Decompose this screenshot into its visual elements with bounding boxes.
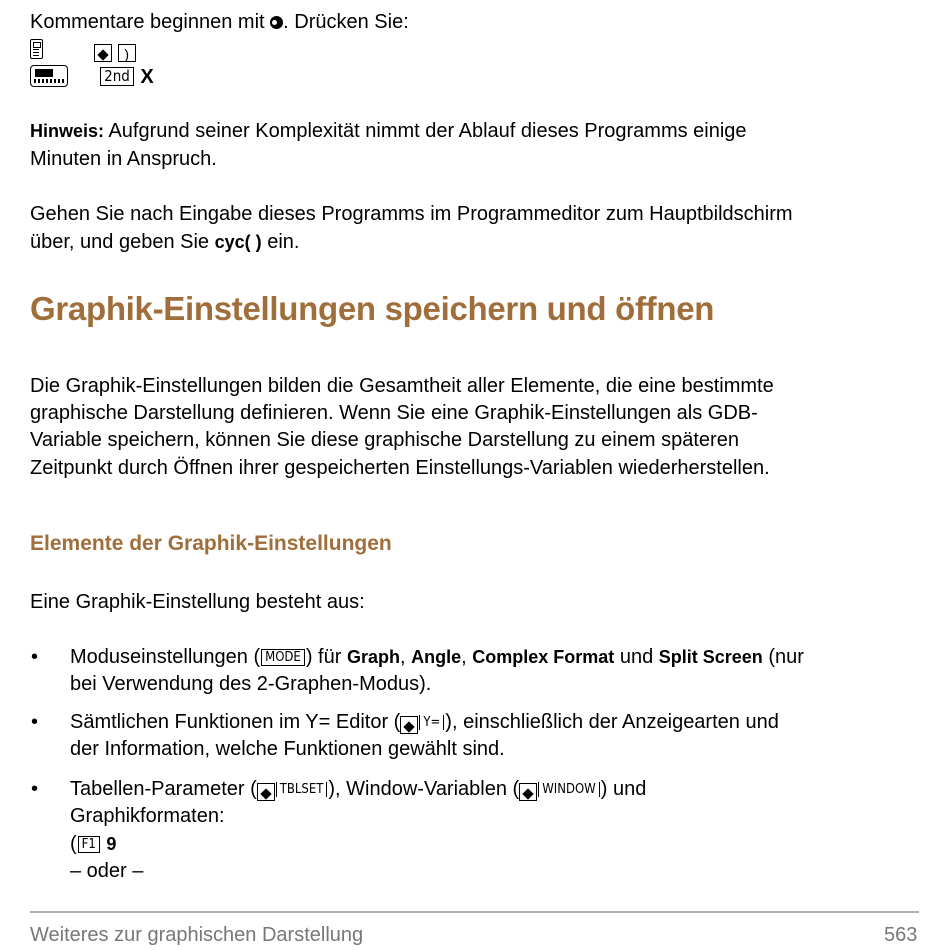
mode-key: MODE bbox=[261, 649, 305, 666]
bullet-1-marker: • bbox=[31, 646, 39, 668]
hinweis-line2: Minuten in Anspruch. bbox=[30, 148, 217, 170]
ti89-calculator-icon bbox=[30, 39, 43, 59]
keystroke-row-voyage bbox=[30, 64, 154, 91]
hinweis-line1: Hinweis: Aufgrund seiner Komplexität nimmt der Ablauf dieses Programms einige bbox=[30, 120, 747, 142]
diamond-key-icon bbox=[257, 783, 275, 801]
footer-title: Weiteres zur graphischen Darstellung bbox=[30, 924, 364, 946]
x-key-label: X bbox=[140, 66, 154, 88]
bullet-3-line1: Tabellen-Parameter ( TBLSET ), Window-Variablen ( WINDOW ) und bbox=[70, 778, 647, 800]
bullet-1-line2: bei Verwendung des 2-Graphen-Modus). bbox=[70, 673, 432, 695]
footer-rule bbox=[30, 911, 919, 913]
bullet-2-marker: • bbox=[31, 711, 39, 733]
diamond-key-icon bbox=[519, 783, 537, 801]
y-equals-key: Y= bbox=[419, 715, 444, 730]
intro-line-4: Zeitpunkt durch Öffnen ihrer gespeicherten Einstellungs-Variablen wiederherstellen. bbox=[30, 457, 770, 479]
comment-line: Kommentare beginnen mit . Drücken Sie: bbox=[30, 11, 409, 33]
section-title: Graphik-Einstellungen speichern und öffnen bbox=[30, 290, 715, 327]
diamond-key-icon bbox=[94, 44, 112, 62]
gehen-line2: über, und geben Sie cyc( ) ein. bbox=[30, 231, 300, 253]
paren-key: ) bbox=[118, 44, 136, 62]
diamond-key-icon bbox=[400, 716, 418, 734]
tblset-key: TBLSET bbox=[276, 782, 328, 797]
intro-line-2: graphische Darstellung definieren. Wenn Sie eine Graphik-Einstellungen als GDB- bbox=[30, 402, 758, 424]
bullet-3-line2: Graphikformaten: bbox=[70, 805, 225, 827]
subsection-title: Elemente der Graphik-Einstellungen bbox=[30, 532, 392, 555]
f1-key: F1 bbox=[78, 836, 100, 853]
comment-symbol-icon bbox=[270, 16, 283, 29]
window-key: WINDOW bbox=[538, 782, 600, 797]
bullet-2-line1: Sämtlichen Funktionen im Y= Editor ( Y= ), einschließlich der Anzeigearten und bbox=[70, 711, 779, 733]
second-key: 2nd bbox=[100, 67, 134, 86]
keystroke-row-ti89 bbox=[30, 37, 136, 64]
gehen-line1: Gehen Sie nach Eingabe dieses Programms im Programmeditor zum Hauptbildschirm bbox=[30, 203, 793, 225]
consists-line: Eine Graphik-Einstellung besteht aus: bbox=[30, 591, 365, 613]
intro-line-1: Die Graphik-Einstellungen bilden die Gesamtheit aller Elemente, die eine bestimmte bbox=[30, 375, 774, 397]
cyc-command: cyc( ) bbox=[214, 232, 262, 252]
bullet-3-line3: ( F1 9 bbox=[70, 833, 117, 855]
voyage-keyboard-icon bbox=[30, 65, 68, 87]
bullet-3-line4: – oder – bbox=[70, 860, 144, 882]
bullet-1-line1: Moduseinstellungen ( MODE ) für Graph, Angle, Complex Format und Split Screen (nur bbox=[70, 646, 804, 668]
bullet-3-marker: • bbox=[31, 778, 39, 800]
intro-line-3: Variable speichern, können Sie diese graphische Darstellung zu einem späteren bbox=[30, 429, 739, 451]
bullet-2-line2: der Information, welche Funktionen gewählt sind. bbox=[70, 738, 505, 760]
hinweis-label: Hinweis: bbox=[30, 121, 105, 141]
page-number: 563 bbox=[884, 924, 918, 946]
